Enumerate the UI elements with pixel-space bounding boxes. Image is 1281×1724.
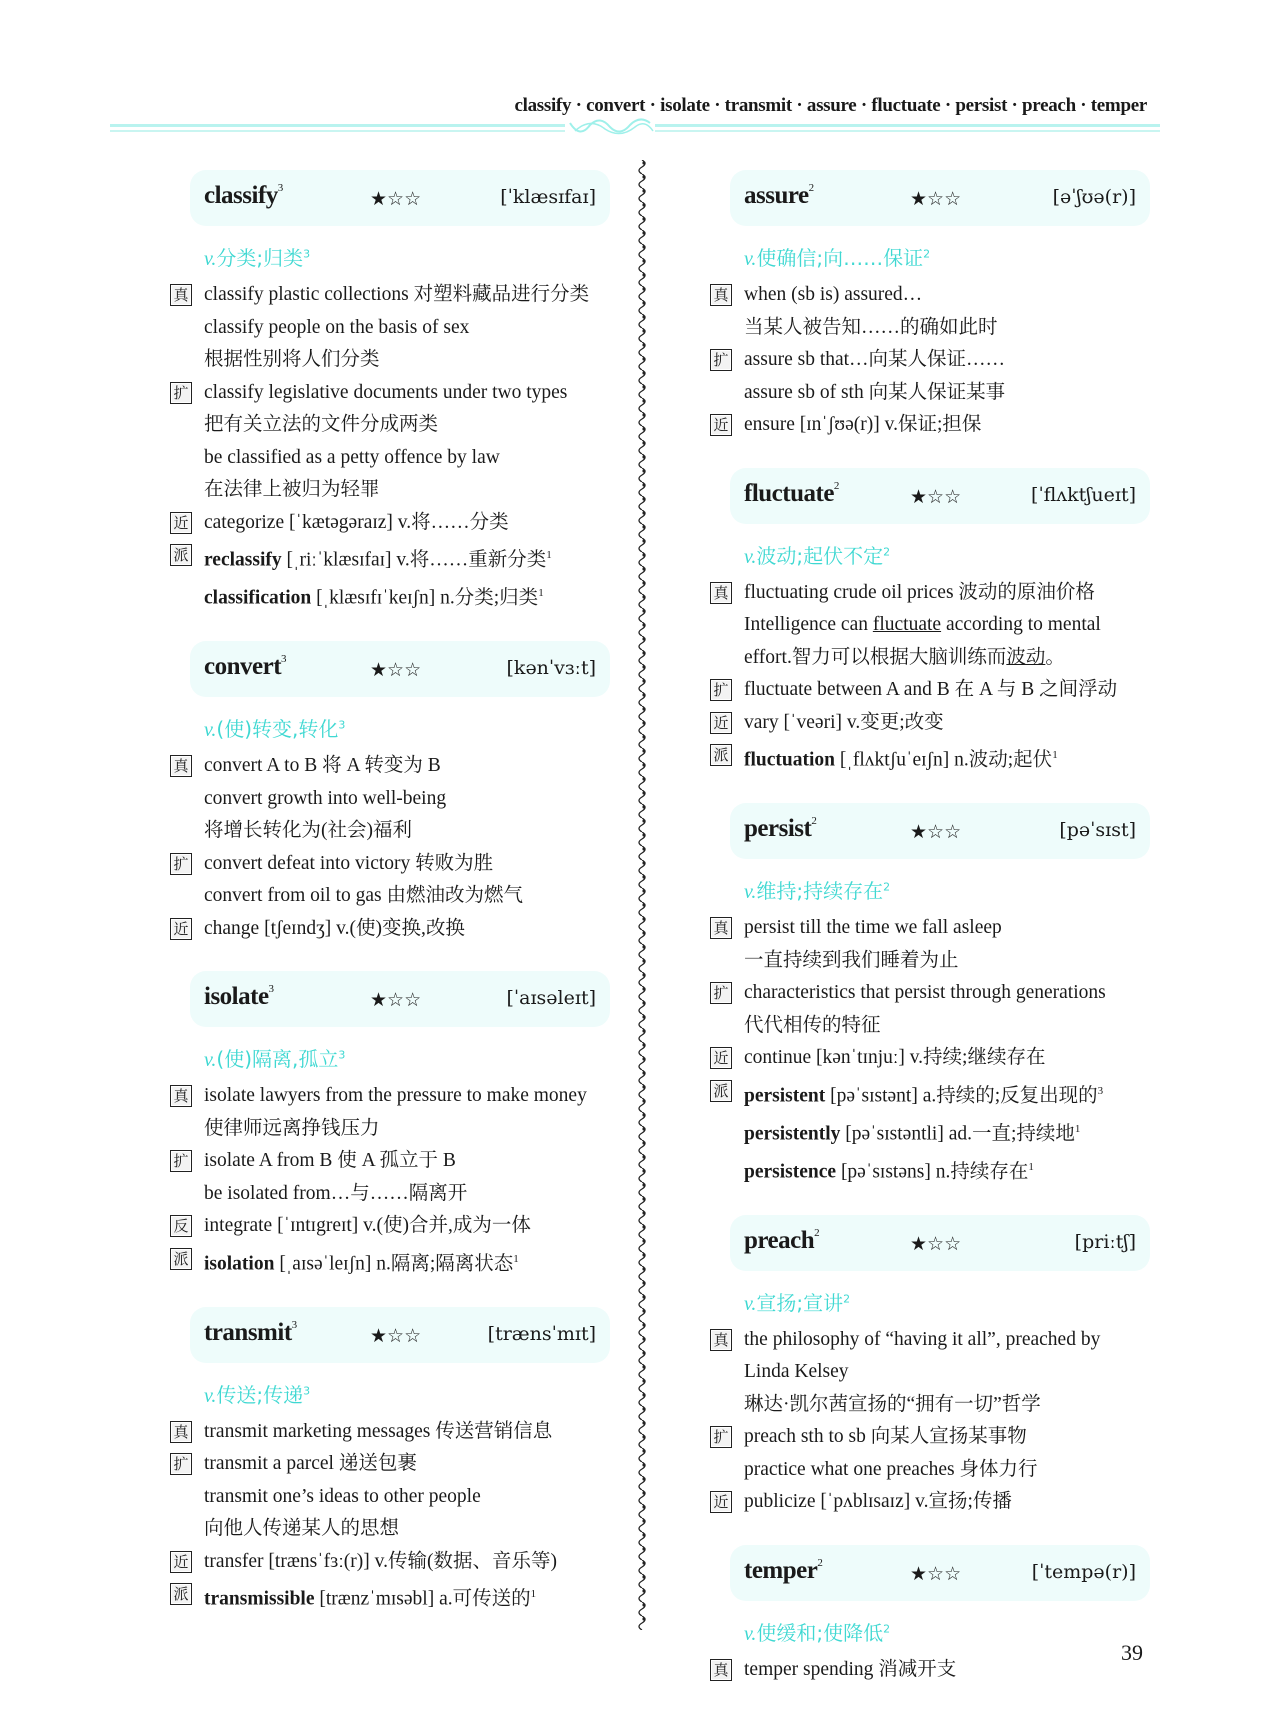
example-line: 琳达·凯尔茜宣扬的“拥有一切”哲学 <box>744 1393 1041 1415</box>
example-line: 向他人传递某人的思想 <box>204 1518 400 1539</box>
star-rating-icon: ★☆☆ <box>370 188 422 210</box>
part-of-speech: v. <box>744 248 757 270</box>
headword-box <box>730 468 1150 524</box>
star-rating-icon: ★☆☆ <box>910 821 962 843</box>
example-line: 近 continue [kənˈtɪnjuː] v.持续;继续存在 <box>710 1042 1180 1075</box>
tag-real-exam-icon: 真 <box>710 917 732 939</box>
example-line: transmit one’s ideas to other people <box>204 1485 481 1507</box>
sense-frequency: 2 <box>843 1291 851 1305</box>
underlined-keyword: 波动 <box>1006 646 1046 668</box>
tag-synonym-icon: 近 <box>710 1491 732 1513</box>
phonetic: [priːtʃ] <box>1074 1230 1136 1253</box>
example-lines <box>170 1416 640 1617</box>
example-line: 扩 assure sb that…向某人保证…… <box>710 344 1180 377</box>
tag-real-exam-icon: 真 <box>170 755 192 777</box>
headword-box <box>190 1307 610 1363</box>
headword-text: convert <box>204 653 282 680</box>
example-line: 近 vary [ˈveəri] v.变更;改变 <box>710 707 1180 740</box>
headword <box>744 1227 819 1255</box>
tag-real-exam-icon: 真 <box>170 1085 192 1107</box>
example-line: 真 isolate lawyers from the pressure to make money <box>170 1080 640 1113</box>
frequency-mark: 1 <box>513 1252 519 1265</box>
tag-extension-icon: 扩 <box>710 1426 732 1448</box>
example-line: 真 classify plastic collections 对塑料藏品进行分类 <box>170 279 640 312</box>
derivative-word: fluctuation <box>744 749 836 771</box>
example-line: 反 integrate [ˈɪntɪgreɪt] v.(使)合并,成为一体 <box>170 1210 640 1243</box>
example-line: 派 transmissible [trænzˈmɪsəbl] a.可传送的$^1$ <box>170 1578 640 1616</box>
tag-real-exam-icon: 真 <box>710 582 732 604</box>
frequency-mark: 3 <box>291 1318 297 1331</box>
example-lines <box>710 279 1180 442</box>
example-line: 当某人被告知……的确如此时 <box>744 316 998 338</box>
derivative-word: persistence <box>744 1161 837 1182</box>
sense-frequency: 3 <box>303 1383 311 1397</box>
phonetic: [ˈaɪsəleɪt] <box>506 987 596 1009</box>
sense-definition <box>204 1379 640 1408</box>
tag-synonym-icon: 近 <box>710 712 732 734</box>
frequency-mark: 2 <box>817 1556 823 1569</box>
sense-definition <box>204 713 640 742</box>
example-line: classify people on the basis of sex <box>204 316 470 338</box>
tag-antonym-icon: 反 <box>170 1215 192 1237</box>
tag-synonym-icon: 近 <box>170 918 192 940</box>
headword-box <box>190 641 610 697</box>
example-line: 真 fluctuating crude oil prices 波动的原油价格 <box>710 577 1180 610</box>
headword-box <box>730 170 1150 226</box>
headword <box>744 182 814 210</box>
part-of-speech: v. <box>744 881 757 903</box>
tag-extension-icon: 扩 <box>710 679 732 701</box>
tag-derivative-icon: 派 <box>170 1583 192 1605</box>
example-line: be classified as a petty offence by law <box>204 446 500 468</box>
example-line: 在法律上被归为轻罪 <box>204 479 380 500</box>
frequency-mark: 2 <box>811 815 817 827</box>
frequency-mark: 3 <box>281 653 287 665</box>
frequency-mark: 1 <box>1028 1160 1034 1173</box>
headword <box>744 480 839 508</box>
frequency-mark: 1 <box>530 1588 537 1600</box>
derivative-word: persistently <box>744 1123 841 1144</box>
tag-extension-icon: 扩 <box>170 382 192 404</box>
headword-text: transmit <box>204 1318 292 1346</box>
tag-synonym-icon: 近 <box>170 512 192 534</box>
example-line: persistently [pəˈsɪstəntli] ad.一直;持续地$^1$ <box>744 1122 1081 1144</box>
example-line: 真 transmit marketing messages 传送营销信息 <box>170 1416 640 1449</box>
example-line: effort.智力可以根据大脑训练而波动。 <box>744 646 1065 668</box>
frequency-mark: 3 <box>277 182 283 194</box>
star-rating-icon: ★☆☆ <box>910 1232 962 1255</box>
left-column <box>170 170 640 1642</box>
dictionary-entry <box>170 1307 640 1617</box>
star-rating-icon: ★☆☆ <box>370 1324 422 1347</box>
phonetic: [ˈklæsɪfaɪ] <box>500 186 596 208</box>
headword <box>204 182 283 210</box>
frequency-mark: 1 <box>1074 1122 1081 1135</box>
sense-text: 宣扬;宣讲 <box>756 1290 844 1315</box>
frequency-mark: 2 <box>833 479 839 492</box>
sense-frequency: 2 <box>883 880 891 894</box>
example-line: 一直持续到我们睡着为止 <box>744 949 959 971</box>
sense-definition <box>204 242 640 271</box>
example-lines <box>170 1080 640 1281</box>
star-rating-icon: ★☆☆ <box>370 659 422 681</box>
phonetic: [kənˈvɜːt] <box>506 657 596 679</box>
sense-definition <box>744 1287 1180 1316</box>
tag-real-exam-icon: 真 <box>710 1659 732 1681</box>
example-line: 真 persist till the time we fall asleep <box>710 912 1180 945</box>
tag-synonym-icon: 近 <box>170 1551 192 1573</box>
sense-definition <box>744 242 1180 271</box>
example-lines <box>170 279 640 615</box>
example-line: 近 categorize [ˈkætəgəraɪz] v.将……分类 <box>170 507 640 540</box>
underlined-keyword: fluctuate <box>872 614 942 635</box>
part-of-speech: v. <box>744 1622 757 1645</box>
example-line: 扩 transmit a parcel 递送包裹 <box>170 1448 640 1481</box>
example-line: convert from oil to gas 由燃油改为燃气 <box>204 885 523 906</box>
part-of-speech: v. <box>744 545 757 568</box>
phonetic: [ˈflʌktʃueɪt] <box>1031 483 1136 506</box>
running-head: classify · convert · isolate · transmit · assure · fluctuate · persist · preach · temper <box>514 95 1147 116</box>
part-of-speech: v. <box>204 719 217 741</box>
tag-real-exam-icon: 真 <box>710 1329 732 1351</box>
example-line: assure sb of sth 向某人保证某事 <box>744 381 1006 403</box>
tag-real-exam-icon: 真 <box>710 284 732 306</box>
dictionary-entry <box>170 170 640 615</box>
star-rating-icon: ★☆☆ <box>910 485 962 508</box>
sense-text: 传送;传递 <box>216 1382 304 1407</box>
tag-derivative-icon: 派 <box>170 544 192 566</box>
example-line: 真 temper spending 消减开支 <box>710 1654 1180 1687</box>
example-line: 把有关立法的文件分成两类 <box>204 414 439 435</box>
sense-definition <box>744 540 1180 569</box>
tag-derivative-icon: 派 <box>710 744 732 766</box>
example-line: 近 publicize [ˈpʌblɪsaɪz] v.宣扬;传播 <box>710 1486 1180 1519</box>
page-number: 39 <box>1121 1640 1143 1665</box>
headword <box>744 1557 822 1585</box>
dictionary-entry <box>170 641 640 945</box>
example-line: 扩 classify legislative documents under two types <box>170 377 640 410</box>
headword-text: isolate <box>204 983 269 1010</box>
example-line: 真 when (sb is) assured… <box>710 279 1180 312</box>
derivative-word: isolation <box>204 1253 275 1274</box>
example-line: convert growth into well-being <box>204 787 447 809</box>
example-line: 代代相传的特征 <box>744 1014 881 1036</box>
part-of-speech: v. <box>744 1292 757 1315</box>
sense-text: 维持;持续存在 <box>756 879 884 903</box>
example-line: 扩 fluctuate between A and B 在 A 与 B 之间浮动 <box>710 674 1180 707</box>
example-line: 近 change [tʃeɪndʒ] v.(使)变换,改换 <box>170 913 640 946</box>
tag-real-exam-icon: 真 <box>170 284 192 306</box>
dictionary-entry <box>710 170 1180 442</box>
frequency-mark: 1 <box>538 587 544 599</box>
dictionary-entry <box>710 1215 1180 1519</box>
tag-real-exam-icon: 真 <box>170 1421 192 1443</box>
sense-definition <box>204 1043 640 1072</box>
example-line: 派 persistent [pəˈsɪstənt] a.持续的;反复出现的$^3$ <box>710 1075 1180 1113</box>
part-of-speech: v. <box>204 1049 217 1071</box>
star-rating-icon: ★☆☆ <box>910 188 962 210</box>
tag-synonym-icon: 近 <box>710 414 732 436</box>
dictionary-entry <box>710 1545 1180 1687</box>
example-line: 派 fluctuation [ˌflʌktʃuˈeɪʃn] n.波动;起伏$^1$ <box>710 739 1180 777</box>
example-line: 使律师远离挣钱压力 <box>204 1117 380 1139</box>
frequency-mark: 3 <box>1097 1084 1104 1097</box>
headword-text: persist <box>744 815 812 842</box>
frequency-mark: 2 <box>814 1226 820 1239</box>
example-line: Intelligence can fluctuate according to mental <box>744 614 1101 635</box>
derivative-word: transmissible <box>204 1588 315 1610</box>
example-line: practice what one preaches 身体力行 <box>744 1458 1038 1480</box>
example-line: 派 isolation [ˌaɪsəˈleɪʃn] n.隔离;隔离状态$^1$ <box>170 1243 640 1281</box>
dictionary-entry <box>170 971 640 1281</box>
derivative-word: classification <box>204 587 312 609</box>
example-line: persistence [pəˈsɪstəns] n.持续存在$^1$ <box>744 1160 1034 1182</box>
sense-frequency: 2 <box>923 247 931 261</box>
tag-extension-icon: 扩 <box>710 349 732 371</box>
headword-text: classify <box>204 182 278 209</box>
sense-text: 使确信;向……保证 <box>756 246 924 270</box>
headword-box <box>730 803 1150 859</box>
example-line: 扩 isolate A from B 使 A 孤立于 B <box>170 1145 640 1178</box>
headword-text: assure <box>744 182 809 209</box>
headword-box <box>190 971 610 1027</box>
example-lines <box>170 750 640 945</box>
headword-text: fluctuate <box>744 479 834 507</box>
example-line: 根据性别将人们分类 <box>204 349 380 370</box>
example-line: 真 the philosophy of “having it all”, preached by <box>710 1324 1180 1357</box>
right-column <box>710 170 1180 1712</box>
example-lines <box>710 1654 1180 1687</box>
example-line: 扩 convert defeat into victory 转败为胜 <box>170 848 640 881</box>
part-of-speech: v. <box>204 1384 217 1407</box>
headword-text: preach <box>744 1226 815 1254</box>
headword-text: temper <box>744 1556 818 1584</box>
example-line: classification [ˌklæsɪfɪˈkeɪʃn] n.分类;归类$^1$ <box>204 587 544 609</box>
example-line: 真 convert A to B 将 A 转变为 B <box>170 750 640 783</box>
sense-frequency: 3 <box>338 1048 346 1062</box>
example-line: 派 reclassify [ˌriːˈklæsɪfaɪ] v.将……重新分类$^1$ <box>170 539 640 577</box>
example-lines <box>710 912 1180 1189</box>
tag-extension-icon: 扩 <box>170 1453 192 1475</box>
headword <box>744 815 816 843</box>
tag-synonym-icon: 近 <box>710 1047 732 1069</box>
sense-frequency: 2 <box>883 1621 891 1635</box>
headword-box <box>730 1215 1150 1271</box>
frequency-mark: 1 <box>546 549 552 561</box>
example-lines <box>710 577 1180 778</box>
star-rating-icon: ★☆☆ <box>910 1562 962 1585</box>
headword-box <box>730 1545 1150 1601</box>
phonetic: [ˈtempə(r)] <box>1031 1560 1136 1583</box>
phonetic: [əˈʃʊə(r)] <box>1052 186 1136 208</box>
sense-definition <box>744 1617 1180 1646</box>
headword-box <box>190 170 610 226</box>
example-line: 将增长转化为(社会)福利 <box>204 820 412 841</box>
example-lines <box>710 1324 1180 1519</box>
dictionary-entry <box>710 803 1180 1189</box>
phonetic: [trænsˈmɪt] <box>487 1322 596 1345</box>
example-line: be isolated from…与……隔离开 <box>204 1182 468 1204</box>
sense-text: (使)转变,转化 <box>216 717 339 741</box>
tag-extension-icon: 扩 <box>710 982 732 1004</box>
dictionary-entry <box>710 468 1180 778</box>
example-line: 扩 characteristics that persist through generations <box>710 977 1180 1010</box>
example-line: 近 ensure [ɪnˈʃʊə(r)] v.保证;担保 <box>710 409 1180 442</box>
star-rating-icon: ★☆☆ <box>370 989 422 1011</box>
example-line: 近 transfer [trænsˈfɜː(r)] v.传输(数据、音乐等) <box>170 1546 640 1579</box>
sense-frequency: 3 <box>338 718 346 732</box>
wave-ornament-icon <box>565 117 655 139</box>
tag-extension-icon: 扩 <box>170 1150 192 1172</box>
frequency-mark: 1 <box>1052 749 1058 761</box>
headword <box>204 653 286 681</box>
sense-text: 使缓和;使降低 <box>756 1620 884 1645</box>
tag-extension-icon: 扩 <box>170 853 192 875</box>
part-of-speech: v. <box>204 248 217 270</box>
header-decorative-rule <box>110 123 1160 133</box>
tag-derivative-icon: 派 <box>710 1080 732 1102</box>
sense-text: (使)隔离,孤立 <box>216 1047 339 1071</box>
derivative-word: reclassify <box>204 549 282 571</box>
example-line: 扩 preach sth to sb 向某人宣扬某事物 <box>710 1421 1180 1454</box>
sense-frequency: 3 <box>303 247 311 261</box>
headword <box>204 983 274 1011</box>
sense-definition <box>744 875 1180 904</box>
phonetic: [pəˈsɪst] <box>1059 819 1136 841</box>
headword <box>204 1319 297 1347</box>
derivative-word: persistent <box>744 1085 826 1106</box>
example-line: Linda Kelsey <box>744 1361 849 1382</box>
sense-text: 波动;起伏不定 <box>756 543 884 568</box>
tag-derivative-icon: 派 <box>170 1248 192 1270</box>
sense-frequency: 2 <box>883 544 891 558</box>
frequency-mark: 3 <box>268 983 274 995</box>
sense-text: 分类;归类 <box>216 246 304 270</box>
frequency-mark: 2 <box>808 182 814 194</box>
